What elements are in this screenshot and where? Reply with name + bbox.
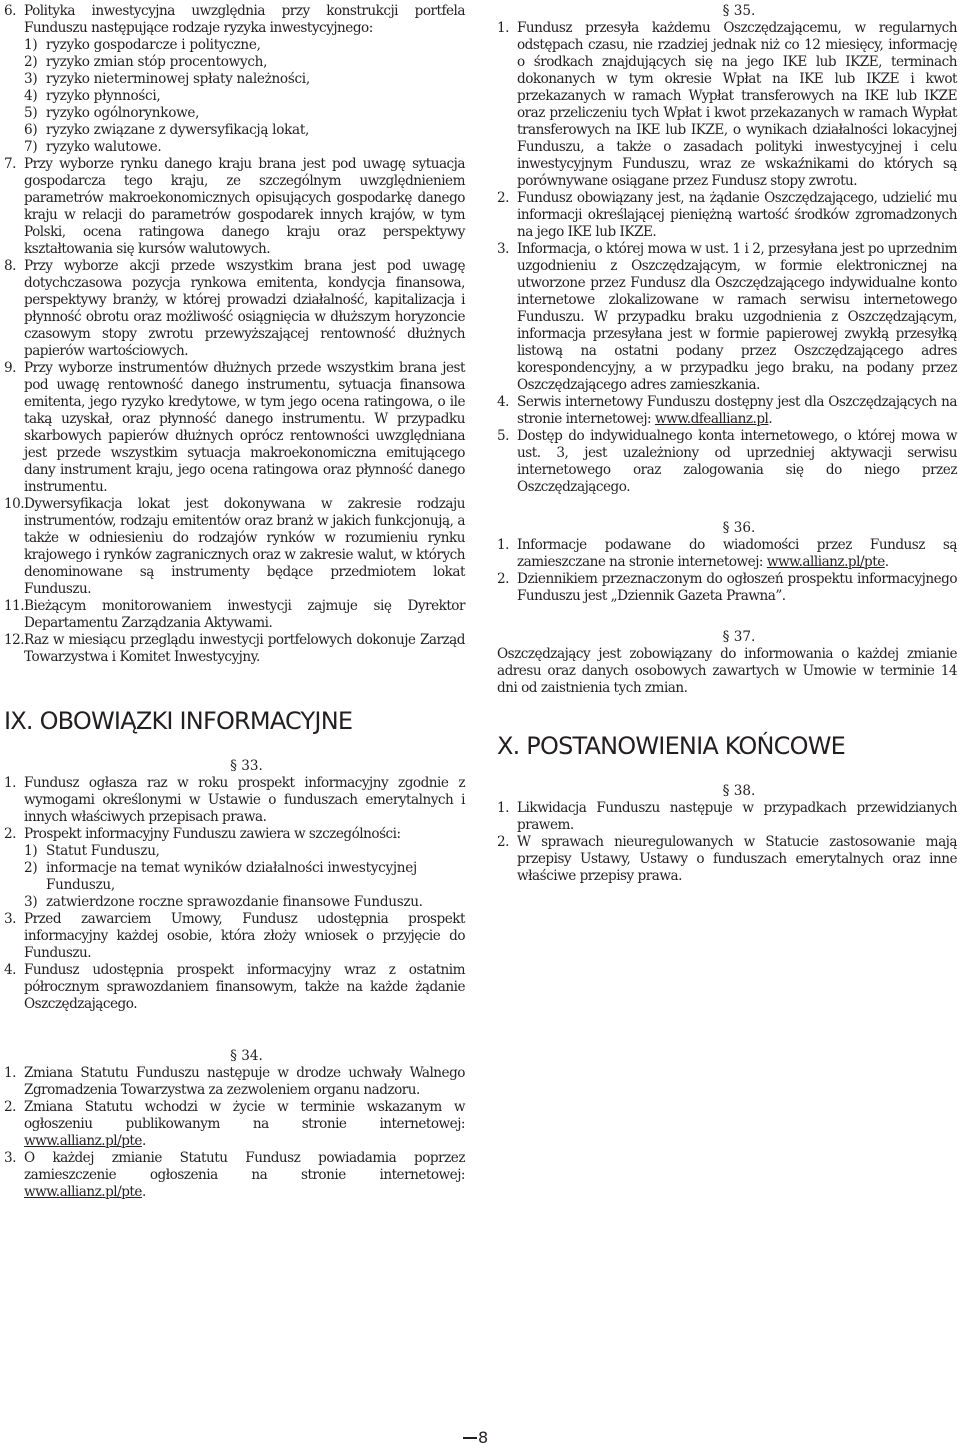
s34-item-2: 2. Zmiana Statutu wchodzi w życie w terminie wskazanym w ogłoszeniu publikowanym na stronie internetowej: www.allianz.pl/pte. [4,1099,465,1149]
s34-item-1: 1. Zmiana Statutu Funduszu następuje w drodze uchwały Walnego Zgromadzenia Towarzystwa za zezwoleniem organu nadzoru. [4,1065,465,1098]
risk-list [4,37,465,156]
allianz-pte-link[interactable]: www.allianz.pl/pte [766,554,885,570]
s36-item-1: 1. Informacje podawane do wiadomości przez Fundusz są zamieszczane na stronie internetowej: www.allianz.pl/pte. [497,537,957,570]
risk-item: 1) ryzyko gospodarcze i polityczne, [24,37,261,53]
list-item-6: 6. Polityka inwestycyjna uwzględnia przy konstrukcji portfela Funduszu następujące rodzaje ryzyka inwestycyjnego: [4,3,465,36]
s33-item-4: 4. Fundusz udostępnia prospekt informacyjny wraz z ostatnim półrocznym sprawozdaniem finansowym, także na każde żądanie Oszczędzającego. [4,962,465,1012]
allianz-pte-link[interactable]: www.allianz.pl/pte [24,1133,142,1149]
risk-item: 6) ryzyko związane z dywersyfikacją lokat, [24,122,310,138]
s38-item-1: 1. Likwidacja Funduszu następuje w przypadkach przewidzianych prawem. [497,800,957,833]
s36-item-2: 2. Dziennikiem przeznaczonym do ogłoszeń prospektu informacyjnego Funduszu jest „Dziennik Gazeta Prawna”. [497,571,957,604]
risk-item: 2) ryzyko zmian stóp procentowych, [24,54,268,70]
s33-item-2: 2. Prospekt informacyjny Funduszu zawiera w szczególności: [4,826,401,842]
list-item-7: 7. Przy wyborze rynku danego kraju brana jest pod uwagę sytuacja gospodarcza tego kraju, ze szczególnym uwzględnieniem parametrów makroekonomicznych opisujących gospodarkę danego kraju w relacji do parametrów gospodarek innych krajów, w tym Polski, ocena ratingowa danego kraju oraz perspektywy kształtowania się kursów walutowych. [4,156,465,257]
page-footer [0,1428,960,1448]
page-number: 8 [478,1428,489,1447]
s35-item-1: 1. Fundusz przesyła każdemu Oszczędzającemu, w regularnych odstępach czasu, nie rzadziej jednak niż co 12 miesięcy, informację o środkach znajdujących się na jego IKE lub IKZE, terminach dokonanych w tym okresie Wpłat na IKE lub IKZE i kwot przekazanych w ramach Wypłat transferowych na IKE lub IKZE oraz przeliczeniu tych Wpłat i kwot przekazanych w ramach Wypłat transferowych na IKE lub IKZE, o wynikach działalności lokacyjnej Funduszu, a także o zasadach polityki inwestycyjnej i celu inwestycyjnym Funduszu, wraz ze wskaźnikami do których są porównywane osiągane przez Fundusz stopy zwrotu. [497,20,957,189]
chapter-heading-x: X. POSTANOWIENIA KOŃCOWE [497,732,846,760]
risk-item: 5) ryzyko ogólnorynkowe, [24,105,200,121]
s33-item-3: 3. Przed zawarciem Umowy, Fundusz udostępnia prospekt informacyjny każdej osobie, która złoży wniosek o przyjęcie do Funduszu. [4,911,465,961]
section-37-title: § 37. [722,629,756,645]
list-item-10: 10. Dywersyfikacja lokat jest dokonywana w zakresie rodzaju instrumentów, rodzaju emitentów oraz branż w jakich funkcjonują, a także w odniesieniu do rodzajów rynków w rozumieniu rynku krajowego i rynków zagranicznych oraz w zakresie walut, w których denominowane są instrumenty będące przedmiotem lokat Funduszu. [4,496,465,597]
dfeallianz-link[interactable]: www.dfeallianz.pl [654,411,769,427]
s37-paragraph: Oszczędzający jest zobowiązany do informowania o każdej zmianie adresu oraz danych osobowych zawartych w Umowie w terminie 14 dni od zaistnienia tych zmian. [497,646,957,696]
s33-item-1: 1. Fundusz ogłasza raz w roku prospekt informacyjny zgodnie z wymogami określonymi w Ustawie o funduszach emerytalnych i innych właściwych przepisach prawa. [4,775,465,825]
s35-item-5: 5. Dostęp do indywidualnego konta internetowego, o której mowa w ust. 3, jest uzależniony od uprzedniej aktywacji serwisu internetowego oraz zalogowania się do niego przez Oszczędzającego. [497,428,957,495]
section-35-title: § 35. [722,3,756,19]
s35-item-2: 2. Fundusz obowiązany jest, na żądanie Oszczędzającego, udzielić mu informacji określającej pieniężną wartość środków zgromadzonych na jego IKE lub IKZE. [497,190,957,240]
section-34-title: § 34. [230,1048,263,1064]
s35-item-4: 4. Serwis internetowy Funduszu dostępny jest dla Oszczędzających na stronie internetowej: www.dfeallianz.pl. [497,394,957,427]
footer-dash [463,1437,477,1439]
risk-item: 3) ryzyko nieterminowej spłaty należności, [24,71,310,87]
list-item-11: 11. Bieżącym monitorowaniem inwestycji zajmuje się Dyrektor Departamentu Zarządzania Aktywami. [4,598,465,631]
list-item-8: 8. Przy wyborze akcji przede wszystkim brana jest pod uwagę dotychczasowa pozycja rynkowa emitenta, kondycja finansowa, perspektywy branży, w której prowadzi działalność, kapitalizacja i płynność obrotu oraz możliwość osiągnięcia w dłuższym horyzoncie czasowym stopy zwrotu przewyższającej rentowność dłużnych papierów wartościowych. [4,258,465,359]
risk-item: 7) ryzyko walutowe. [24,139,162,155]
list-item-9: 9. Przy wyborze instrumentów dłużnych przede wszystkim brana jest pod uwagę rentowność danego instrumentu, sytuacja finansowa emitenta, jego ryzyko kredytowe, w tym jego ocena ratingowa, o ile taką uzyskał, oraz płynność danego instrumentu. W przypadku skarbowych papierów dłużnych oprócz rentowności uwzględniana jest przede wszystkim sytuacja makroekonomiczna emitującego dany instrument kraju, jego ocena ratingowa oraz płynność danego instrumentu. [4,360,465,495]
risk-item: 4) ryzyko płynności, [24,88,161,104]
chapter-heading-ix: IX. OBOWIĄZKI INFORMACYJNE [4,707,353,735]
right-column [497,0,957,885]
section-36-title: § 36. [722,520,756,536]
allianz-pte-link[interactable]: www.allianz.pl/pte [24,1184,142,1200]
s33-subitem: 3) zatwierdzone roczne sprawozdanie finansowe Funduszu. [24,894,423,910]
list-item-12: 12. Raz w miesiącu przeglądu inwestycji portfelowych dokonuje Zarząd Towarzystwa i Komitet Inwestycyjny. [4,632,465,665]
s34-item-3: 3. O każdej zmianie Statutu Fundusz powiadamia poprzez zamieszczenie ogłoszenia na stronie internetowej: www.allianz.pl/pte. [4,1150,465,1200]
s33-subitem: 1) Statut Funduszu, [24,843,160,859]
section-33-title: § 33. [230,758,263,774]
left-column [4,0,465,1201]
section-38-title: § 38. [722,783,756,799]
s35-item-3: 3. Informacja, o której mowa w ust. 1 i 2, przesyłana jest po uprzednim uzgodnieniu z Oszczędzającym, w formie elektronicznej na utworzone przez Fundusz dla Oszczędzającego indywidualne konto internetowe zlokalizowane w ramach serwisu internetowego Funduszu. W przypadku braku uzgodnienia z Oszczędzającym, informacja przesyłana jest w formie papierowej zwykłą przesyłką listową na ostatni podany przez Oszczędzającego adres korespondencyjny, a w przypadku jego braku, na podany przez Oszczędzającego adres zamieszkania. [497,241,957,393]
s33-subitem: 2) informacje na temat wyników działalności inwestycyjnej Funduszu, [24,860,417,893]
s38-item-2: 2. W sprawach nieuregulowanych w Statucie zastosowanie mają przepisy Ustawy, Ustawy o funduszach emerytalnych oraz inne właściwe przepisy prawa. [497,834,957,884]
